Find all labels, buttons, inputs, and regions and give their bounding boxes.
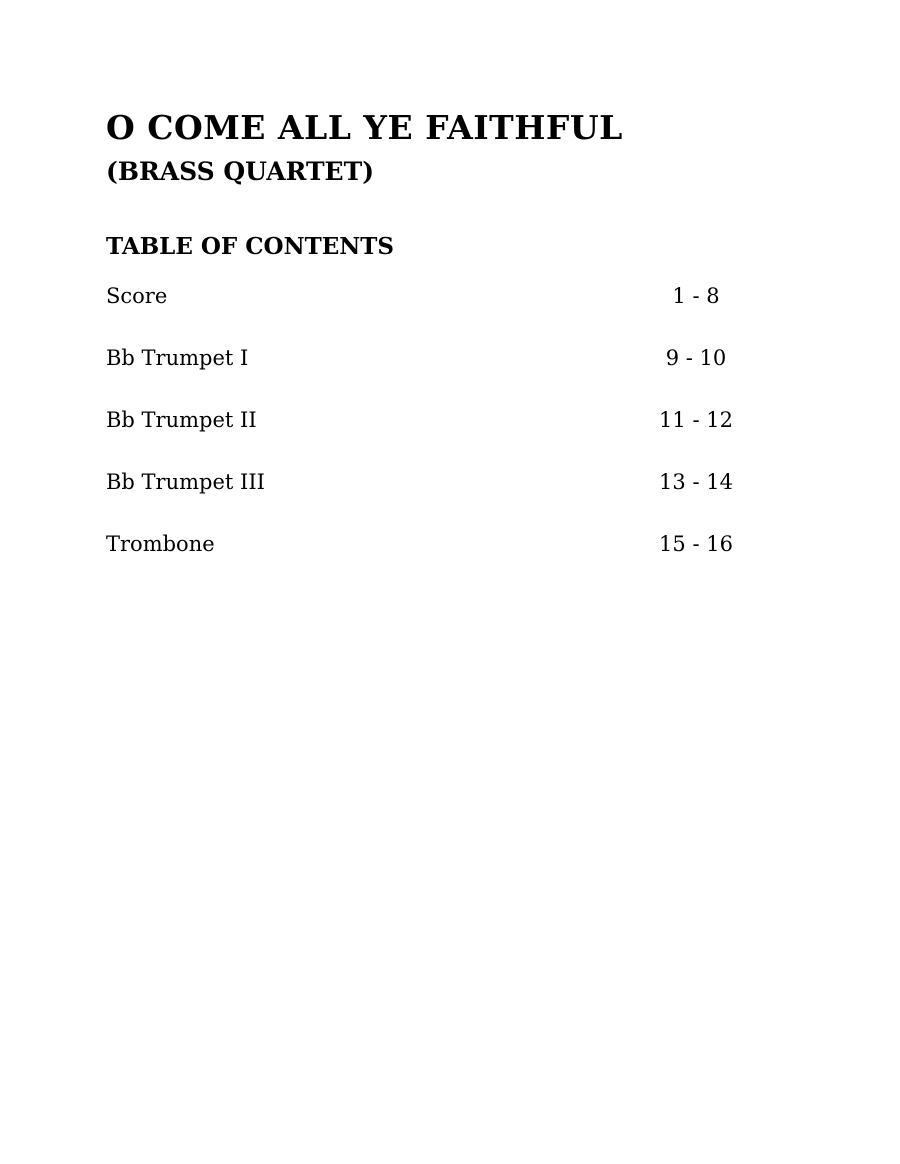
toc-entry-label: Bb Trumpet III (106, 470, 265, 494)
toc-heading: TABLE OF CONTENTS (106, 233, 394, 260)
toc-entry-bb-trumpet-3 (106, 470, 746, 532)
toc-entry-score (106, 284, 746, 346)
toc-entry-pages: 13 - 14 (659, 470, 733, 494)
toc-entry-pages: 1 - 8 (672, 284, 720, 308)
toc-entry-trombone (106, 532, 746, 594)
document-subtitle: (BRASS QUARTET) (106, 157, 375, 186)
toc-entry-label: Bb Trumpet I (106, 346, 249, 370)
toc-entry-label: Bb Trumpet II (106, 408, 257, 432)
toc-list (106, 284, 746, 594)
toc-entry-pages: 15 - 16 (659, 532, 733, 556)
toc-entry-pages: 11 - 12 (659, 408, 733, 432)
toc-entry-bb-trumpet-1 (106, 346, 746, 408)
toc-entry-label: Score (106, 284, 168, 308)
document-title: O COME ALL YE FAITHFUL (106, 108, 623, 147)
toc-entry-label: Trombone (106, 532, 215, 556)
toc-entry-bb-trumpet-2 (106, 408, 746, 470)
toc-entry-pages: 9 - 10 (665, 346, 727, 370)
